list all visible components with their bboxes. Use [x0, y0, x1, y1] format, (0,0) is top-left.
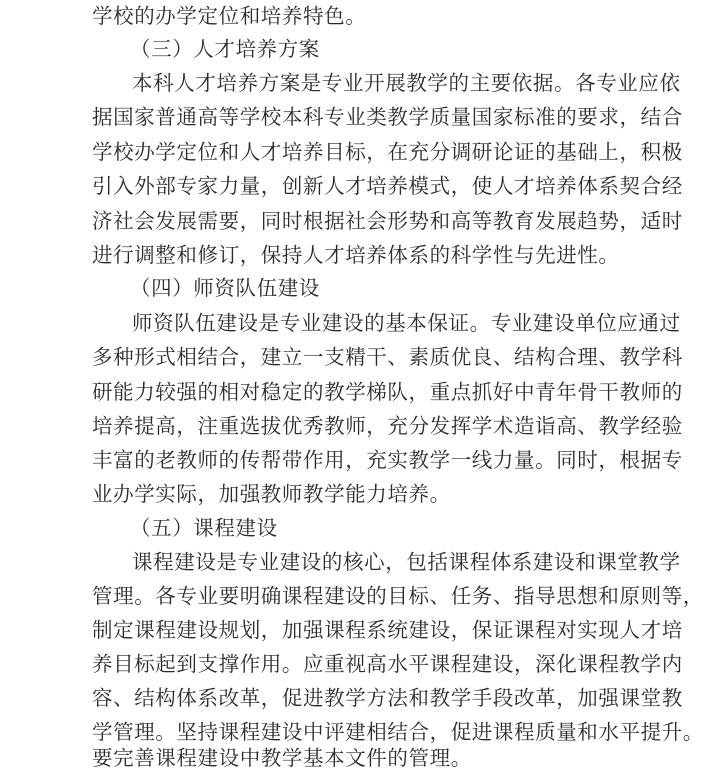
paragraph-line: 本科人才培养方案是专业开展教学的主要依据。各专业应依	[132, 71, 681, 95]
paragraph-line: 丰富的老教师的传帮带作用，充实教学一线力量。同时，根据专	[92, 448, 683, 472]
paragraph-line: 师资队伍建设是专业建设的基本保证。专业建设单位应通过	[132, 311, 681, 335]
section-heading-faculty: （四）师资队伍建设	[130, 276, 320, 300]
section-heading-courses: （五）课程建设	[130, 516, 278, 540]
paragraph-line: 据国家普通高等学校本科专业类教学质量国家标准的要求，结合	[92, 105, 683, 129]
paragraph-line: 学管理。坚持课程建设中评建相结合，促进课程质量和水平提升。	[92, 720, 704, 744]
paragraph-line: 多种形式相结合，建立一支精干、素质优良、结构合理、教学科	[92, 345, 683, 369]
paragraph-line: 养目标起到支撑作用。应重视高水平课程建设，深化课程教学内	[92, 652, 683, 676]
paragraph-line: 业办学实际，加强教师教学能力培养。	[92, 482, 451, 506]
paragraph-line: 管理。各专业要明确课程建设的目标、任务、指导思想和原则等，	[92, 584, 704, 608]
paragraph-line: 学校办学定位和人才培养目标，在充分调研论证的基础上，积极	[92, 140, 683, 164]
paragraph-line: 培养提高，注重选拔优秀教师，充分发挥学术造诣高、教学经验	[92, 414, 683, 438]
text-line: 学校的办学定位和培养特色。	[92, 4, 367, 28]
paragraph-line: 制定课程建设规划，加强课程系统建设，保证课程对实现人才培	[92, 618, 683, 642]
paragraph-line: 研能力较强的相对稳定的教学梯队，重点抓好中青年骨干教师的	[92, 380, 683, 404]
paragraph-line: 容、结构体系改革，促进教学方法和教学手段改革，加强课堂教	[92, 686, 683, 710]
paragraph-line: 要完善课程建设中教学基本文件的管理。	[92, 746, 472, 770]
paragraph-line: 课程建设是专业建设的核心，包括课程体系建设和课堂教学	[132, 550, 681, 574]
paragraph-line: 引入外部专家力量，创新人才培养模式，使人才培养体系契合经	[92, 174, 683, 198]
paragraph-line: 济社会发展需要，同时根据社会形势和高等教育发展趋势，适时	[92, 209, 683, 233]
paragraph-line: 进行调整和修订，保持人才培养体系的科学性与先进性。	[92, 243, 620, 267]
section-heading-talent-plan: （三）人才培养方案	[130, 37, 320, 61]
